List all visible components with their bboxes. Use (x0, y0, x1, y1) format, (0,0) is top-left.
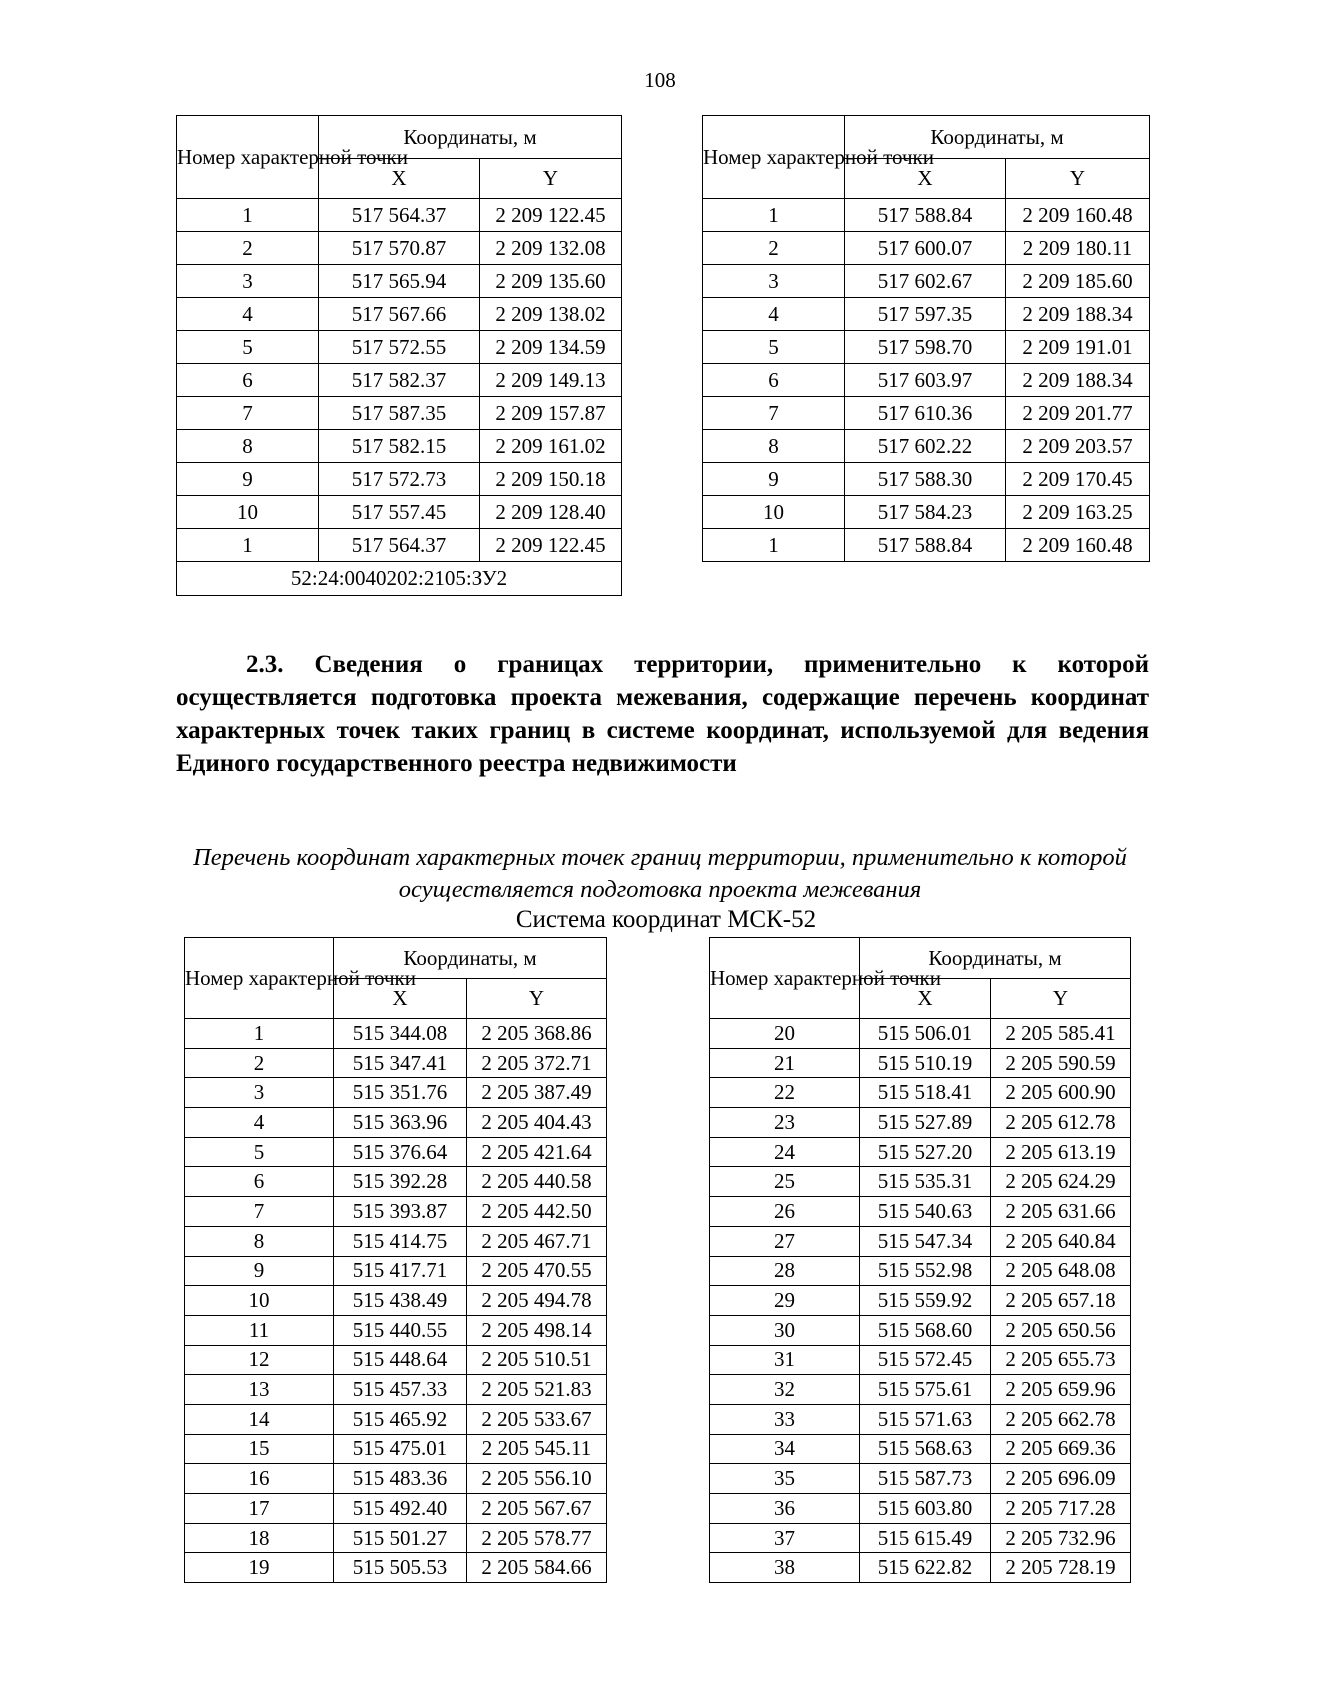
y-coordinate-cell: 2 205 640.84 (991, 1226, 1131, 1256)
table-row (177, 331, 622, 364)
page-number: 108 (644, 68, 676, 92)
point-number-cell: 1 (703, 529, 845, 562)
point-number-cell: 7 (185, 1197, 334, 1227)
x-header: X (334, 979, 467, 1019)
y-coordinate-cell: 2 205 732.96 (991, 1523, 1131, 1553)
x-coordinate-cell: 515 414.75 (334, 1226, 467, 1256)
table-row (177, 232, 622, 265)
table-row (185, 1434, 607, 1464)
table-row (703, 496, 1150, 529)
y-coordinate-cell: 2 209 122.45 (480, 199, 622, 232)
point-number-cell: 8 (703, 430, 845, 463)
y-header: Y (1006, 159, 1150, 199)
x-coordinate-cell: 515 568.63 (860, 1434, 991, 1464)
y-coordinate-cell: 2 205 470.55 (467, 1256, 607, 1286)
y-coordinate-cell: 2 209 160.48 (1006, 199, 1150, 232)
section-title: Сведения о границах территории, применительно к которой осуществляется подготовка проекта межевания, содержащие перечень координат характерных точек таких границ в системе координат, используемой для ведения Единого государственного реестра недвижимости (176, 651, 1149, 777)
point-number-cell: 3 (703, 265, 845, 298)
table-row (185, 1019, 607, 1049)
x-coordinate-cell: 515 603.80 (860, 1494, 991, 1524)
point-number-cell: 25 (710, 1167, 860, 1197)
table-row (710, 1494, 1131, 1524)
y-coordinate-cell: 2 205 624.29 (991, 1167, 1131, 1197)
x-coordinate-cell: 515 571.63 (860, 1404, 991, 1434)
y-coordinate-cell: 2 205 498.14 (467, 1315, 607, 1345)
point-number-cell: 28 (710, 1256, 860, 1286)
coordinates-table (702, 115, 1150, 562)
y-coordinate-cell: 2 205 717.28 (991, 1494, 1131, 1524)
coordinates-header: Координаты, м (860, 938, 1131, 979)
table-row (185, 1464, 607, 1494)
point-number-cell: 7 (177, 397, 319, 430)
parcel-number: 52:24:0040202:2105:ЗУ2 (177, 562, 622, 596)
point-number-cell: 2 (703, 232, 845, 265)
y-coordinate-cell: 2 209 203.57 (1006, 430, 1150, 463)
point-number-cell: 24 (710, 1137, 860, 1167)
y-coordinate-cell: 2 205 600.90 (991, 1078, 1131, 1108)
y-coordinate-cell: 2 205 510.51 (467, 1345, 607, 1375)
table-row (710, 1108, 1131, 1138)
x-coordinate-cell: 517 602.22 (845, 430, 1006, 463)
point-number-cell: 35 (710, 1464, 860, 1494)
x-coordinate-cell: 515 483.36 (334, 1464, 467, 1494)
table-row (710, 1404, 1131, 1434)
x-coordinate-cell: 517 588.84 (845, 529, 1006, 562)
table-row (177, 463, 622, 496)
x-coordinate-cell: 515 501.27 (334, 1523, 467, 1553)
x-coordinate-cell: 515 440.55 (334, 1315, 467, 1345)
point-number-cell: 34 (710, 1434, 860, 1464)
y-coordinate-cell: 2 209 185.60 (1006, 265, 1150, 298)
y-coordinate-cell: 2 205 372.71 (467, 1048, 607, 1078)
table-row (710, 1019, 1131, 1049)
table-row (703, 331, 1150, 364)
x-coordinate-cell: 515 615.49 (860, 1523, 991, 1553)
y-coordinate-cell: 2 205 662.78 (991, 1404, 1131, 1434)
y-coordinate-cell: 2 205 657.18 (991, 1286, 1131, 1316)
y-coordinate-cell: 2 209 150.18 (480, 463, 622, 496)
coordinates-table (709, 937, 1131, 1583)
table-row (177, 397, 622, 430)
y-coordinate-cell: 2 205 650.56 (991, 1315, 1131, 1345)
x-coordinate-cell: 517 564.37 (319, 529, 480, 562)
y-coordinate-cell: 2 205 696.09 (991, 1464, 1131, 1494)
table-row (710, 1078, 1131, 1108)
point-number-cell: 20 (710, 1019, 860, 1049)
point-number-cell: 5 (185, 1137, 334, 1167)
table-row (185, 1256, 607, 1286)
y-coordinate-cell: 2 205 655.73 (991, 1345, 1131, 1375)
point-number-cell: 38 (710, 1553, 860, 1583)
section-number: 2.3. (246, 651, 284, 678)
table-row (177, 199, 622, 232)
x-coordinate-cell: 515 438.49 (334, 1286, 467, 1316)
table-row (185, 1315, 607, 1345)
point-number-cell: 31 (710, 1345, 860, 1375)
point-number-header: Номер характерной точки (185, 938, 334, 1019)
y-coordinate-cell: 2 209 188.34 (1006, 298, 1150, 331)
x-coordinate-cell: 517 600.07 (845, 232, 1006, 265)
table-row (710, 1434, 1131, 1464)
table-row (710, 1048, 1131, 1078)
y-header: Y (467, 979, 607, 1019)
x-coordinate-cell: 517 564.37 (319, 199, 480, 232)
x-coordinate-cell: 517 603.97 (845, 364, 1006, 397)
y-coordinate-cell: 2 209 157.87 (480, 397, 622, 430)
table-row (177, 529, 622, 562)
x-coordinate-cell: 517 570.87 (319, 232, 480, 265)
point-number-header: Номер характерной точки (703, 116, 845, 199)
x-coordinate-cell: 515 417.71 (334, 1256, 467, 1286)
y-coordinate-cell: 2 205 545.11 (467, 1434, 607, 1464)
x-coordinate-cell: 515 510.19 (860, 1048, 991, 1078)
x-coordinate-cell: 515 457.33 (334, 1375, 467, 1405)
point-number-cell: 10 (185, 1286, 334, 1316)
y-coordinate-cell: 2 209 128.40 (480, 496, 622, 529)
point-number-cell: 9 (703, 463, 845, 496)
y-coordinate-cell: 2 205 421.64 (467, 1137, 607, 1167)
x-coordinate-cell: 515 351.76 (334, 1078, 467, 1108)
x-coordinate-cell: 515 575.61 (860, 1375, 991, 1405)
point-number-cell: 9 (177, 463, 319, 496)
point-number-cell: 16 (185, 1464, 334, 1494)
table-row (185, 1286, 607, 1316)
table-row (177, 364, 622, 397)
y-coordinate-cell: 2 209 122.45 (480, 529, 622, 562)
coordinates-header: Координаты, м (319, 116, 622, 159)
point-number-cell: 8 (185, 1226, 334, 1256)
table-row (703, 397, 1150, 430)
list-caption: Перечень координат характерных точек границ территории, применительно к которой осуществляется подготовка проекта межевания (193, 844, 1127, 903)
point-number-cell: 4 (177, 298, 319, 331)
table-row (703, 463, 1150, 496)
y-coordinate-cell: 2 205 584.66 (467, 1553, 607, 1583)
table-row (703, 199, 1150, 232)
table-row (703, 430, 1150, 463)
table-row (710, 1345, 1131, 1375)
table-row (703, 529, 1150, 562)
y-header: Y (480, 159, 622, 199)
point-number-cell: 22 (710, 1078, 860, 1108)
table-row (177, 496, 622, 529)
section-heading (176, 648, 1149, 780)
x-coordinate-cell: 515 492.40 (334, 1494, 467, 1524)
y-coordinate-cell: 2 209 132.08 (480, 232, 622, 265)
table-row (703, 298, 1150, 331)
coordinates-table (176, 115, 622, 596)
table-row (710, 1553, 1131, 1583)
point-number-cell: 2 (185, 1048, 334, 1078)
point-number-cell: 15 (185, 1434, 334, 1464)
point-number-cell: 6 (185, 1167, 334, 1197)
x-coordinate-cell: 517 567.66 (319, 298, 480, 331)
point-number-cell: 3 (177, 265, 319, 298)
y-coordinate-cell: 2 205 440.58 (467, 1167, 607, 1197)
point-number-cell: 1 (703, 199, 845, 232)
x-coordinate-cell: 517 588.30 (845, 463, 1006, 496)
x-coordinate-cell: 515 376.64 (334, 1137, 467, 1167)
x-coordinate-cell: 515 552.98 (860, 1256, 991, 1286)
table-row (185, 1494, 607, 1524)
point-number-cell: 29 (710, 1286, 860, 1316)
point-number-cell: 7 (703, 397, 845, 430)
x-coordinate-cell: 515 527.20 (860, 1137, 991, 1167)
table-row (177, 265, 622, 298)
x-coordinate-cell: 515 547.34 (860, 1226, 991, 1256)
x-coordinate-cell: 515 568.60 (860, 1315, 991, 1345)
coordinates-table (184, 937, 607, 1583)
point-number-cell: 6 (703, 364, 845, 397)
point-number-cell: 3 (185, 1078, 334, 1108)
y-coordinate-cell: 2 209 160.48 (1006, 529, 1150, 562)
table-row (710, 1256, 1131, 1286)
point-number-cell: 33 (710, 1404, 860, 1434)
y-coordinate-cell: 2 209 149.13 (480, 364, 622, 397)
y-coordinate-cell: 2 205 590.59 (991, 1048, 1131, 1078)
point-number-cell: 19 (185, 1553, 334, 1583)
x-coordinate-cell: 515 559.92 (860, 1286, 991, 1316)
x-coordinate-cell: 517 602.67 (845, 265, 1006, 298)
x-coordinate-cell: 515 465.92 (334, 1404, 467, 1434)
y-coordinate-cell: 2 205 533.67 (467, 1404, 607, 1434)
x-coordinate-cell: 515 572.45 (860, 1345, 991, 1375)
x-coordinate-cell: 515 344.08 (334, 1019, 467, 1049)
coordinate-system-label: Система координат МСК-52 (515, 906, 817, 933)
x-coordinate-cell: 515 506.01 (860, 1019, 991, 1049)
x-coordinate-cell: 515 505.53 (334, 1553, 467, 1583)
x-coordinate-cell: 517 572.55 (319, 331, 480, 364)
table-row (710, 1137, 1131, 1167)
point-number-cell: 27 (710, 1226, 860, 1256)
table-row (703, 265, 1150, 298)
point-number-cell: 18 (185, 1523, 334, 1553)
y-coordinate-cell: 2 205 669.36 (991, 1434, 1131, 1464)
table-row (710, 1197, 1131, 1227)
table-row (185, 1226, 607, 1256)
point-number-cell: 36 (710, 1494, 860, 1524)
y-coordinate-cell: 2 205 556.10 (467, 1464, 607, 1494)
y-coordinate-cell: 2 209 163.25 (1006, 496, 1150, 529)
x-header: X (319, 159, 480, 199)
coordinates-header: Координаты, м (845, 116, 1150, 159)
table-row (185, 1197, 607, 1227)
y-coordinate-cell: 2 205 368.86 (467, 1019, 607, 1049)
point-number-cell: 21 (710, 1048, 860, 1078)
y-coordinate-cell: 2 205 631.66 (991, 1197, 1131, 1227)
y-coordinate-cell: 2 205 494.78 (467, 1286, 607, 1316)
table-row (185, 1345, 607, 1375)
table-row (185, 1048, 607, 1078)
point-number-cell: 2 (177, 232, 319, 265)
table-row (703, 232, 1150, 265)
x-coordinate-cell: 517 598.70 (845, 331, 1006, 364)
y-coordinate-cell: 2 209 161.02 (480, 430, 622, 463)
y-coordinate-cell: 2 205 442.50 (467, 1197, 607, 1227)
coordinates-header: Координаты, м (334, 938, 607, 979)
table-row (703, 364, 1150, 397)
x-coordinate-cell: 515 587.73 (860, 1464, 991, 1494)
point-number-cell: 8 (177, 430, 319, 463)
point-number-cell: 5 (177, 331, 319, 364)
y-coordinate-cell: 2 209 201.77 (1006, 397, 1150, 430)
x-coordinate-cell: 517 587.35 (319, 397, 480, 430)
point-number-cell: 10 (703, 496, 845, 529)
x-header: X (860, 979, 991, 1019)
point-number-cell: 1 (185, 1019, 334, 1049)
x-header: X (845, 159, 1006, 199)
y-coordinate-cell: 2 205 387.49 (467, 1078, 607, 1108)
x-coordinate-cell: 515 392.28 (334, 1167, 467, 1197)
point-number-cell: 4 (185, 1108, 334, 1138)
point-number-cell: 4 (703, 298, 845, 331)
x-coordinate-cell: 517 572.73 (319, 463, 480, 496)
point-number-cell: 11 (185, 1315, 334, 1345)
point-number-cell: 6 (177, 364, 319, 397)
point-number-cell: 9 (185, 1256, 334, 1286)
point-number-cell: 30 (710, 1315, 860, 1345)
x-coordinate-cell: 517 588.84 (845, 199, 1006, 232)
point-number-cell: 13 (185, 1375, 334, 1405)
y-coordinate-cell: 2 209 135.60 (480, 265, 622, 298)
x-coordinate-cell: 517 565.94 (319, 265, 480, 298)
table-row (185, 1167, 607, 1197)
point-number-cell: 1 (177, 529, 319, 562)
y-coordinate-cell: 2 205 728.19 (991, 1553, 1131, 1583)
table-row (185, 1137, 607, 1167)
x-coordinate-cell: 517 557.45 (319, 496, 480, 529)
y-coordinate-cell: 2 209 170.45 (1006, 463, 1150, 496)
x-coordinate-cell: 517 597.35 (845, 298, 1006, 331)
point-number-cell: 17 (185, 1494, 334, 1524)
table-row (710, 1375, 1131, 1405)
point-number-header: Номер характерной точки (177, 116, 319, 199)
table-row (177, 298, 622, 331)
table-row (710, 1286, 1131, 1316)
table-row (177, 430, 622, 463)
table-row (185, 1523, 607, 1553)
x-coordinate-cell: 515 527.89 (860, 1108, 991, 1138)
x-coordinate-cell: 517 610.36 (845, 397, 1006, 430)
point-number-cell: 1 (177, 199, 319, 232)
point-number-cell: 5 (703, 331, 845, 364)
point-number-cell: 14 (185, 1404, 334, 1434)
x-coordinate-cell: 515 622.82 (860, 1553, 991, 1583)
y-coordinate-cell: 2 205 613.19 (991, 1137, 1131, 1167)
point-number-cell: 26 (710, 1197, 860, 1227)
y-coordinate-cell: 2 205 578.77 (467, 1523, 607, 1553)
table-row (185, 1404, 607, 1434)
y-coordinate-cell: 2 209 138.02 (480, 298, 622, 331)
point-number-cell: 32 (710, 1375, 860, 1405)
x-coordinate-cell: 515 535.31 (860, 1167, 991, 1197)
y-coordinate-cell: 2 205 585.41 (991, 1019, 1131, 1049)
x-coordinate-cell: 517 582.37 (319, 364, 480, 397)
x-coordinate-cell: 515 363.96 (334, 1108, 467, 1138)
table-row (710, 1523, 1131, 1553)
point-number-cell: 37 (710, 1523, 860, 1553)
x-coordinate-cell: 515 475.01 (334, 1434, 467, 1464)
y-coordinate-cell: 2 205 659.96 (991, 1375, 1131, 1405)
table-row (710, 1226, 1131, 1256)
x-coordinate-cell: 515 393.87 (334, 1197, 467, 1227)
y-coordinate-cell: 2 209 188.34 (1006, 364, 1150, 397)
y-coordinate-cell: 2 205 404.43 (467, 1108, 607, 1138)
x-coordinate-cell: 515 540.63 (860, 1197, 991, 1227)
table-row (185, 1375, 607, 1405)
table-row (185, 1108, 607, 1138)
y-coordinate-cell: 2 205 467.71 (467, 1226, 607, 1256)
table-row (710, 1315, 1131, 1345)
y-coordinate-cell: 2 205 612.78 (991, 1108, 1131, 1138)
table-row (710, 1167, 1131, 1197)
x-coordinate-cell: 517 584.23 (845, 496, 1006, 529)
x-coordinate-cell: 515 518.41 (860, 1078, 991, 1108)
table-row (185, 1078, 607, 1108)
point-number-cell: 12 (185, 1345, 334, 1375)
y-coordinate-cell: 2 205 567.67 (467, 1494, 607, 1524)
y-header: Y (991, 979, 1131, 1019)
y-coordinate-cell: 2 205 521.83 (467, 1375, 607, 1405)
table-row (185, 1553, 607, 1583)
point-number-header: Номер характерной точки (710, 938, 860, 1019)
table-row (710, 1464, 1131, 1494)
x-coordinate-cell: 515 347.41 (334, 1048, 467, 1078)
point-number-cell: 10 (177, 496, 319, 529)
y-coordinate-cell: 2 209 180.11 (1006, 232, 1150, 265)
y-coordinate-cell: 2 205 648.08 (991, 1256, 1131, 1286)
x-coordinate-cell: 517 582.15 (319, 430, 480, 463)
y-coordinate-cell: 2 209 134.59 (480, 331, 622, 364)
y-coordinate-cell: 2 209 191.01 (1006, 331, 1150, 364)
point-number-cell: 23 (710, 1108, 860, 1138)
x-coordinate-cell: 515 448.64 (334, 1345, 467, 1375)
